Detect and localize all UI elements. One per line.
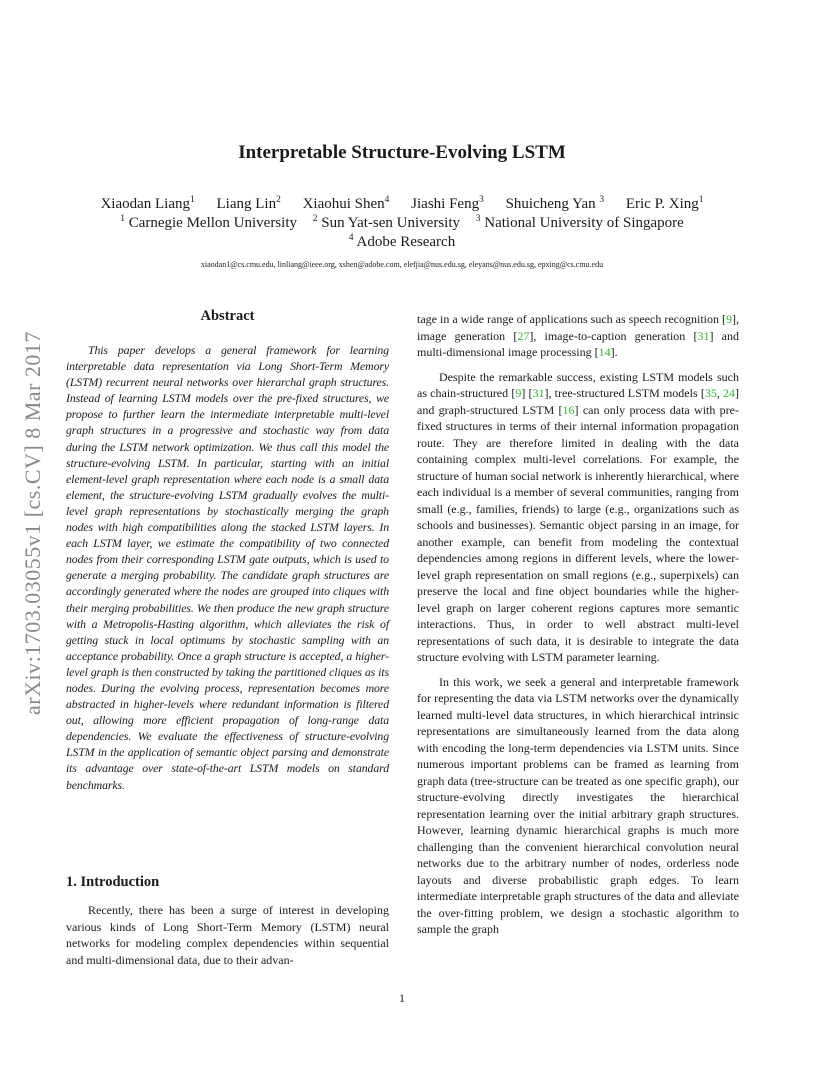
paper-title: Interpretable Structure-Evolving LSTM: [238, 142, 566, 163]
citation-link[interactable]: 24: [723, 386, 735, 400]
right-column-text: [417, 311, 739, 938]
paragraph: tage in a wide range of applications such as speech recognition [9], image generation [27], image-to-caption generation [31] and multi-dimensional image processing [14].: [417, 312, 739, 359]
affiliation-list: [0, 233, 804, 252]
citation-link[interactable]: 35: [704, 386, 717, 400]
author-emails: xiaodan1@cs.cmu.edu, linliang@ieee.org, xshen@adobe.com, elefjia@nus.edu.sg, eleyans@nus.edu.sg, epxing@cs.cmu.edu: [200, 260, 604, 269]
citation-link[interactable]: 31: [697, 328, 710, 343]
author-list: [0, 195, 804, 214]
citation-link[interactable]: 9: [726, 312, 732, 326]
citation-link[interactable]: 14: [598, 345, 611, 359]
author: Xiaohui Shen$^4$: [302, 195, 390, 212]
abstract-text: This paper develops a general framework for learning interpretable data representation via Long Short-Term Memory (LSTM) recurrent neural networks over hierarchal graph structures. Instead of learning LSTM models over the pre-fixed structures, we propose to further learn the intermediate interpretable multi-level graph structures in a progressive and stochastic way from data during the LSTM network optimization. We thus call this model the structure-evolving LSTM. In particular, starting with an initial element-level graph representation where each node is a small data element, the structure-evolving LSTM gradually evolves the multi-level graph representations by stochastically merging the graph nodes with high compatibilities along the stacked LSTM layers. In each LSTM layer, we estimate the compatibility of two connected nodes from their corresponding LSTM gate outputs, which is used to generate a merging probability. The candidate graph structures are accordingly generated where the nodes are grouped into cliques with their merging probabilities. We then produce the new graph structure with a Metropolis-Hasting algorithm, which alleviates the risk of getting stuck in local optimums by stochastic sampling with an acceptance probability. Once a graph structure is accepted, a higher-level graph is then constructed by taking the partitioned cliques as its nodes. During the evolving process, representation becomes more abstracted in higher-levels where redundant information is filtered out, allowing more efficient propagation of long-range data dependencies. We evaluate the effectiveness of structure-evolving LSTM in the application of semantic object parsing and demonstrate its advantage over state-of-the-art LSTM models on standard benchmarks.: [66, 343, 389, 792]
citation-link[interactable]: 16: [562, 402, 575, 417]
author: Shuicheng Yan $^3$: [505, 195, 605, 212]
affiliation-list: [0, 214, 804, 233]
author: Liang Lin$^2$: [216, 195, 281, 212]
section-heading-introduction: 1. Introduction: [66, 874, 160, 890]
author: Eric P. Xing$^1$: [625, 195, 704, 212]
author: Jiashi Feng$^3$: [411, 195, 484, 212]
introduction-paragraph: Recently, there has been a surge of interest in developing various kinds of Long Short-Term Memory (LSTM) neural networks for modeling complex dependencies within sequential and multi-dimensional data, due to their advan-: [66, 903, 389, 967]
affiliation: $^3$ National University of Singapore: [475, 214, 684, 231]
paragraph: Despite the remarkable success, existing LSTM models such as chain-structured [9] [31], tree-structured LSTM models [35, 24] and graph-structured LSTM [16] can only process data with pre-fixed structures in terms of their internal information propagation route. They are therefore limited in dealing with the data containing complex multi-level correlations. For example, the structure of human social network is inherently hierarchical, where each individual is a member of several communities, ranging from small (e.g., families, friends) to large (e.g., organizations such as schools and businesses). Semantic object parsing in an image, for another example, can benefit from modeling the contextual dependencies among regions in different levels, where the lower-level graph representation on small regions (e.g., superpixels) can preserve the local and fine object boundaries while the higher-level graph on larger coherent regions captures more semantic interactions. Thus, in order to well abstract multi-level representations of such data, it is desirable to integrate the data structure evolving with LSTM parameter learning.: [417, 369, 739, 664]
author-block: [0, 195, 804, 252]
citation-link[interactable]: 31: [532, 386, 545, 400]
author: Xiaodan Liang$^1$: [100, 195, 195, 212]
arxiv-identifier: arXiv:1703.03055v1 [cs.CV] 8 Mar 2017: [20, 331, 45, 715]
page-number: 1: [399, 991, 405, 1005]
abstract-heading: Abstract: [200, 308, 255, 324]
affiliation: $^2$ Sun Yat-sen University: [312, 214, 460, 231]
paragraph: In this work, we seek a general and interpretable framework for representing the data via LSTM networks over the dynamically learned multi-level data structures, in which hierarchical intrinsic representations are simultaneously learned from the data along with encoding the long-term dependencies via LSTM units. Since numerous important problems can be framed as learning from graph data (tree-structure can be treated as one specific graph), our structure-evolving directly investigates the hierarchical representation learning over the initial arbitrary graph structures. However, learning dynamic hierarchical graphs is much more challenging than the convenient hierarchical convolution neural networks due to the arbitrary number of nodes, orderless node layouts and diverse probabilistic graph edges. To learn intermediate interpretable graph structures of the data and alleviate the over-fitting problem, we design a stochastic algorithm to sample the graph: [417, 674, 739, 936]
citation-link[interactable]: 9: [515, 386, 522, 400]
affiliation: $^1$ Carnegie Mellon University: [120, 214, 297, 231]
citation-link[interactable]: 27: [517, 328, 530, 343]
affiliation: $^4$ Adobe Research: [348, 233, 456, 250]
